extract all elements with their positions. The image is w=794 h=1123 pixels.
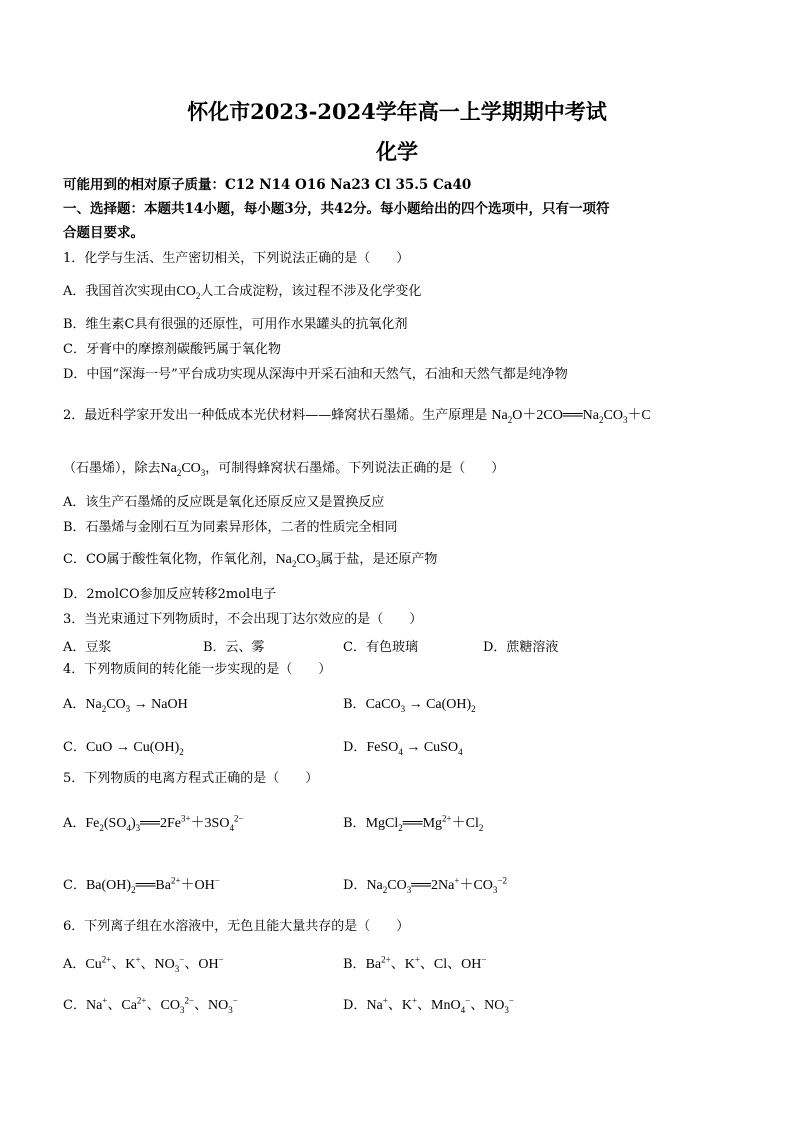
q2-reaction: $Na_2O+2CO══Na_2CO_3+C$ xyxy=(491,408,651,425)
q5-stem: 5．下列物质的电离方程式正确的是（ ） xyxy=(63,771,319,786)
q4-option-b: B．CaCO$_3$ → $Ca(OH)_2$ xyxy=(343,697,476,714)
q3-option-b: B．云、雾 xyxy=(203,640,265,655)
q4-option-d: D．FeSO$_4$ → CuSO$_4$ xyxy=(343,740,463,757)
q5-option-b: B．$MgCl_2══Mg^{2+}+Cl_2$ xyxy=(343,813,484,833)
q6-option-a: A．$Cu^{2+}$、K+、$NO_3^-$、OH− xyxy=(63,954,224,974)
q2-option-c: C．CO属于酸性氧化物，作氧化剂，$Na_2CO_3$属于盐，是还原产物 xyxy=(63,552,438,569)
section-instructions-1: 一、选择题：本题共14小题，每小题3分，共42分。每小题给出的四个选项中，只有一项符 xyxy=(63,201,610,217)
q4-stem: 4．下列物质间的转化能一步实现的是（ ） xyxy=(63,662,332,677)
q3-option-c: C．有色玻璃 xyxy=(343,640,418,655)
q3-option-d: D．蔗糖溶液 xyxy=(483,640,559,655)
q1-option-b: B．维生素C具有很强的还原性，可用作水果罐头的抗氧化剂 xyxy=(63,317,408,332)
q6-option-b: B．$Ba^{2+}$、K+、Cl、OH− xyxy=(343,954,487,972)
q1-option-a: A．我国首次实现由$CO_2$人工合成淀粉，该过程不涉及化学变化 xyxy=(63,284,422,301)
q6-option-d: D．Na+、K+、MnO$_4$−、$NO_3^-$ xyxy=(343,995,514,1015)
q6-stem: 6．下列离子组在水溶液中，无色且能大量共存的是（ ） xyxy=(63,919,410,934)
section-instructions-2: 合题目要求。 xyxy=(63,225,144,241)
exam-title: 怀化市2023-2024学年高一上学期期中考试 xyxy=(187,99,607,124)
q3-stem: 3．当光束通过下列物质时，不会出现丁达尔效应的是（ ） xyxy=(63,612,423,627)
q4-option-c: C．CuO → $Cu(OH)_2$ xyxy=(63,740,184,757)
q1-option-c: C．牙膏中的摩擦剂碳酸钙属于氧化物 xyxy=(63,342,281,357)
q2-option-a: A．该生产石墨烯的反应既是氧化还原反应又是置换反应 xyxy=(63,495,385,510)
q5-option-a: A．$Fe_2(SO_4)_3══2Fe^{3+}+3SO_4^{2-}$ xyxy=(63,813,244,833)
q3-option-a: A．豆浆 xyxy=(63,640,112,655)
q5-option-c: C．$Ba(OH)_2══Ba^{2+}+OH^-$ xyxy=(63,875,220,895)
q1-option-d: D．中国“深海一号”平台成功实现从深海中开采石油和天然气，石油和天然气都是纯净物 xyxy=(63,367,568,382)
atomic-masses: 可能用到的相对原子质量：C12 N14 O16 Na23 Cl 35.5 Ca40 xyxy=(63,177,472,193)
q4-option-a: A．$Na_2CO_3$ → NaOH xyxy=(63,697,188,714)
co2-formula: $CO_2$ xyxy=(176,284,201,301)
q1-stem: 1．化学与生活、生产密切相关，下列说法正确的是（ ） xyxy=(63,251,410,266)
q2-option-b: B．石墨烯与金刚石互为同素异形体，二者的性质完全相同 xyxy=(63,520,398,535)
q6-option-c: C．Na+、$Ca^{2+}$、$CO_3^{2-}$、$NO_3^-$ xyxy=(63,995,238,1015)
exam-subject: 化学 xyxy=(376,139,418,164)
q2-option-d: D．2molCO参加反应转移2mol电子 xyxy=(63,587,277,602)
q2-stem-cont: （石墨烯），除去$Na_2CO_3$，可制得蜂窝状石墨烯。下列说法正确的是（ ） xyxy=(63,461,505,478)
q5-option-d: D．$Na_2CO_3══2Na^++CO_3^{-2}$ xyxy=(343,875,507,895)
q2-stem: 2．最近科学家开发出一种低成本光伏材料——蜂窝状石墨烯。生产原理是 $Na_2O+2CO══Na_2CO_3+C$ xyxy=(63,408,651,425)
